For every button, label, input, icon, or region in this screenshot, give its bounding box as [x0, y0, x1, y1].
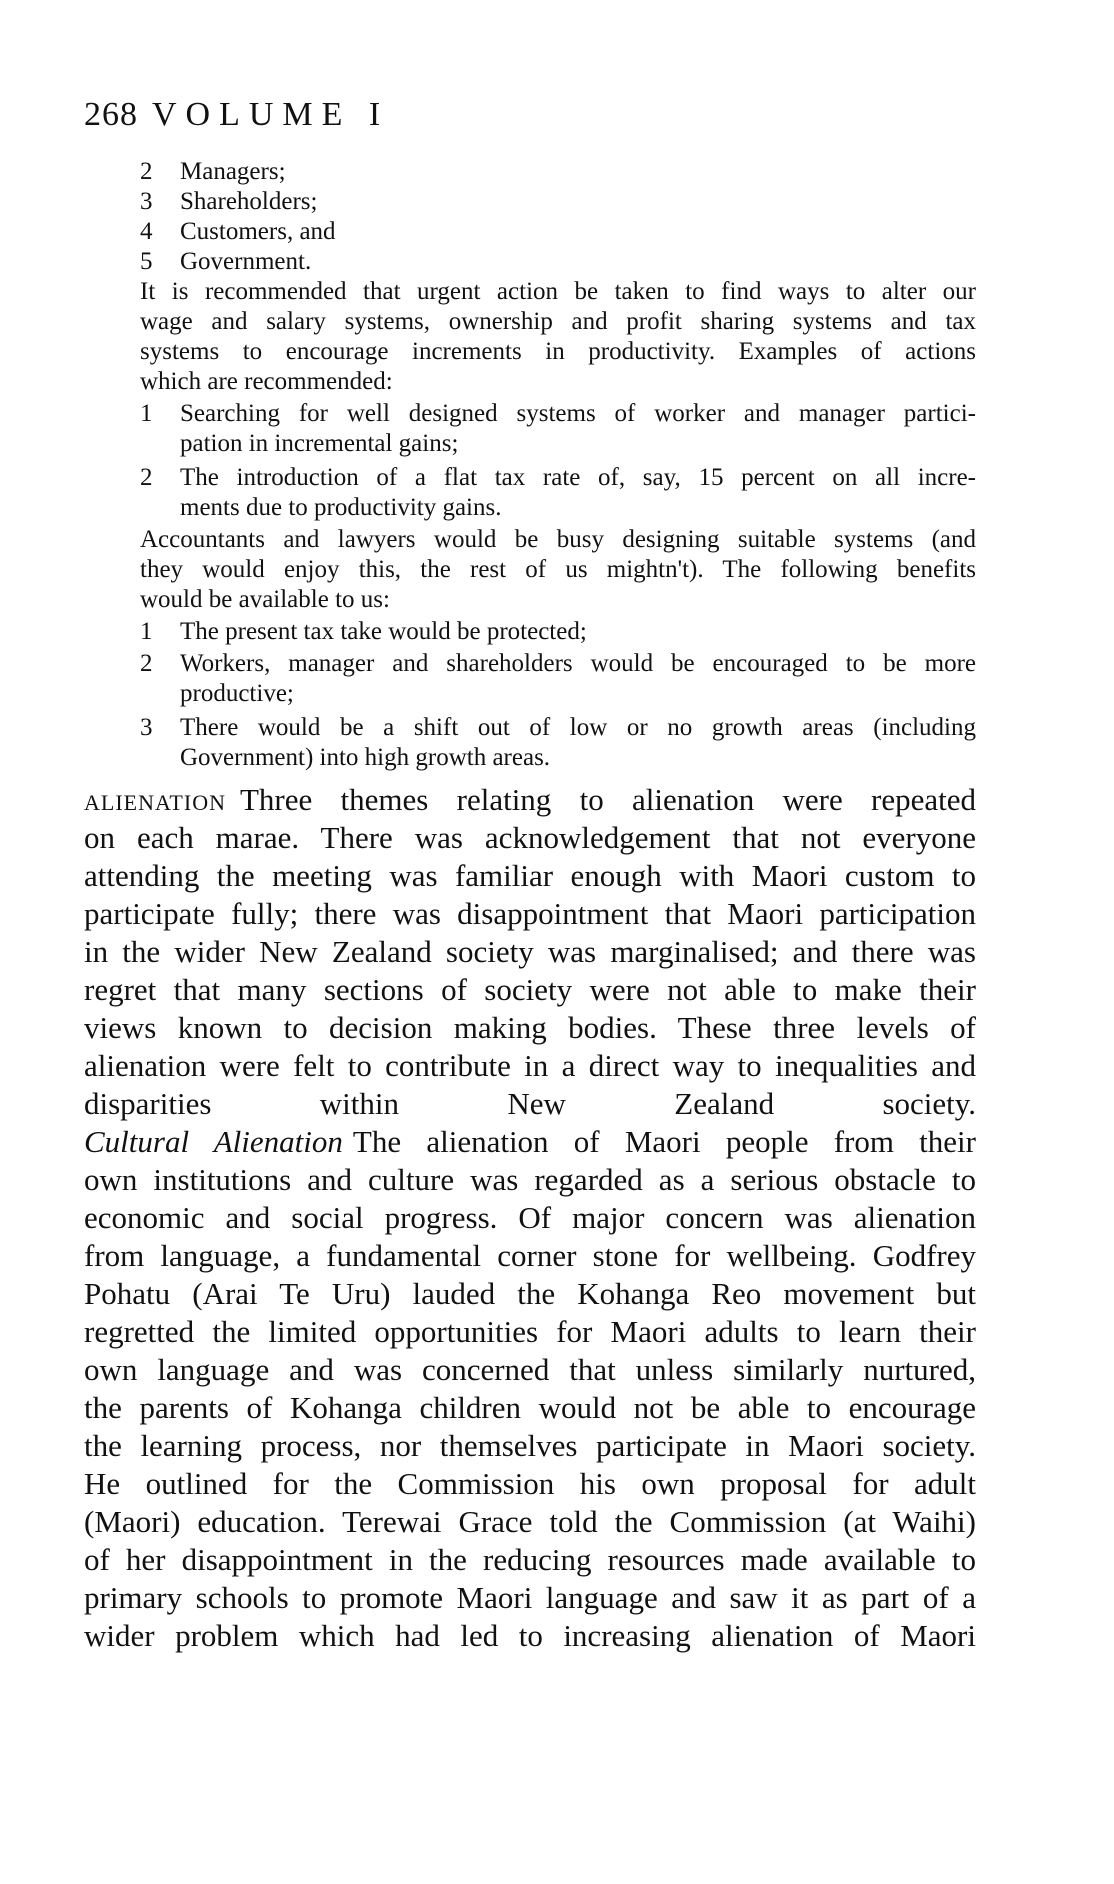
section-heading: ALIENATION — [84, 790, 226, 815]
page-header — [84, 96, 389, 134]
page-number: 268 — [84, 96, 138, 133]
volume-label: VOLUME I — [152, 96, 390, 133]
section-heading: Cultural Alienation — [84, 1124, 343, 1159]
document-page: 268 VOLUME I 2 Managers; 3 Shareholders; 4 Customers, and 5 Government. It is recommended that urgent action be taken to find ways to alter our wage and salary systems, ownership and profit sharing systems and tax systems to encourage increments in productivity. Examples of actions which are recommended: 1 Searching for well designed systems of worker and manager partici- pation in incremental gains; 2 The introduction of a flat tax rate of, say, 15 percent on all incre- ments due to productivity gains. Accountants and lawyers would be busy designing suitable systems (and they would enjoy this, the rest of us mightn't). The following benefits would be available to us: 1 The present tax take would be protected; 2 Workers, manager and shareholders would be encouraged to be more productive; 3 There would be a shift out of low or no growth areas (including Government) into high growth areas. ALIENATION Three themes relating to alienation were repeated on each marae. There was acknowledgement that not everyone attending the meeting was familiar enough with Maori custom to participate fully; there was disappointment that Maori participation in the wider New Zealand society was marginalised; and there was regret that many sections of society were not able to make their views known to decision making bodies. These three levels of alienation were felt to contribute in a direct way to inequalities and disparities within New Zealand society. Cultural Alienation The alienation of Maori people from their own institutions and culture was regarded as a serious obstacle to economic and social progress. Of major concern was alienation from language, a fundamental corner stone for wellbeing. Godfrey Pohatu (Arai Te Uru) lauded the Kohanga Reo movement but regretted the limited opportunities for Maori adults to learn their own language and was concerned that unless similarly nurtured, the parents of Kohanga children would not be able to encourage the learning process, nor themselves participate in Maori society. He outlined for the Commission his own proposal for adult (Maori) education. Terewai Grace told the Commission (at Waihi) of her disappointment in the reducing resources made available to primary schools to promote Maori language and saw it as part of a wider problem which had led to increasing alienation of Maori — [84, 96, 976, 1653]
